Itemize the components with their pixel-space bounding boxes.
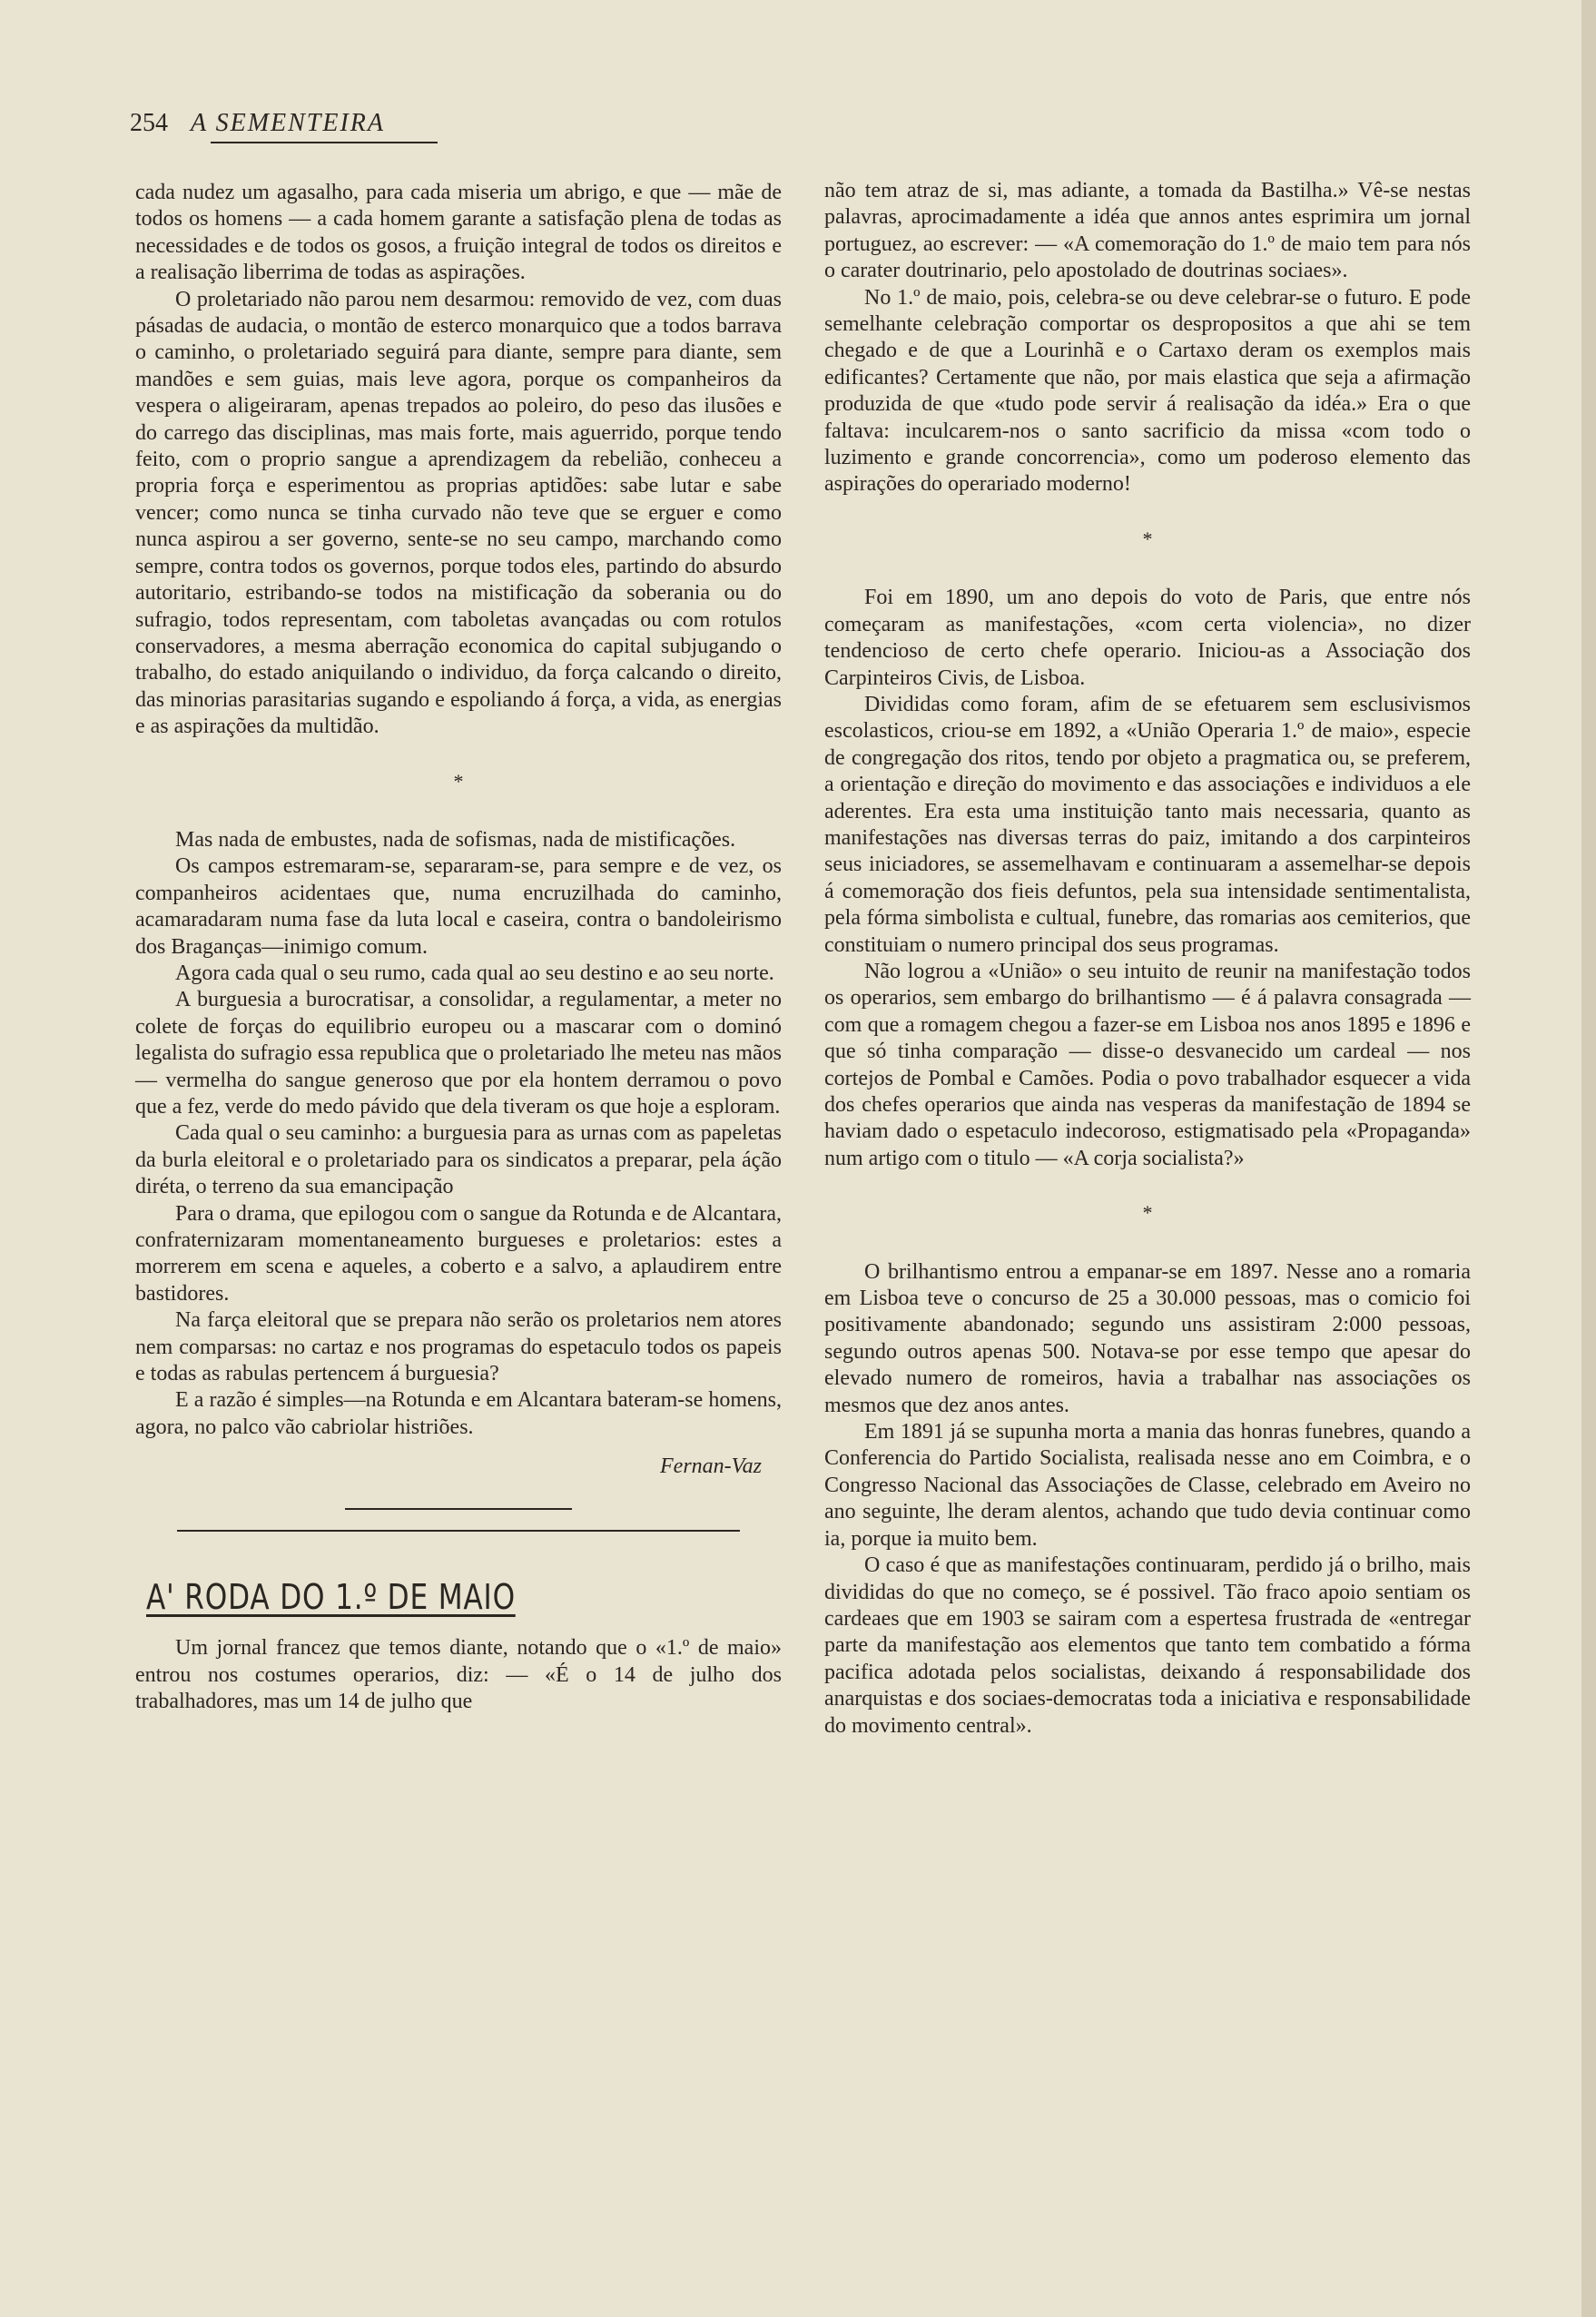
paragraph: No 1.º de maio, pois, celebra-se ou deve celebrar-se o futuro. E pode semelhante celebração comportar os despropositos a que ahi se tem chegado e de que a Lourinhã e o Cartaxo deram os exemplos mais edificantes? Certamente que não, por mais elastica que seja a afirmação produzida de que «tudo pode servir á realisação da idéa.» Era o que faltava: inculcarem-nos o santo sacrificio da missa «com todo o luzimento e grande concorrencia», como um poderoso elemento das aspirações do operariado moderno! [824,285,1471,497]
page-edge [1581,0,1596,2317]
paragraph: Os campos estremaram-se, separaram-se, para sempre e de vez, os companheiros acidentaes que, numa encruzilhada do caminho, acamaradaram numa fase da luta local e caseira, contra o bandoleirismo dos Braganças—inimigo comum. [135,854,782,959]
paragraph: não tem atraz de si, mas adiante, a tomada da Bastilha.» Vê-se nestas palavras, aprocimadamente a idéa que annos antes esprimira um jornal portuguez, ao escrever: — «A comemoração do 1.º de maio tem para nós o carater doutrinario, pelo apostolado de doutrinas sociaes». [824,179,1471,283]
paragraph: Para o drama, que epilogou com o sangue da Rotunda e de Alcantara, confraternizaram momentaneamento burgueses e proletarios: estes a morrerem em scena e aqueles, a coberto e a salvo, a aplaudirem entre bastidores. [135,1201,782,1306]
page-number: 254 [130,109,168,137]
paragraph: A burguesia a burocratisar, a consolidar, a regulamentar, a meter no colete de forças do equilibrio europeu ou a mascarar com o dominó legalista do sufragio essa republica que o proletariado lhe meteu nas mãos — vermelha do sangue generoso que por ela hontem derramou o povo que a fez, verde do medo pávido que dela tiveram os que hoje a esploram. [135,988,782,1119]
paragraph: Foi em 1890, um ano depois do voto de Paris, que entre nós começaram as manifestações, «com certa violencia», no dizer tendencioso de certo chefe operario. Iniciou-as a Associação dos Carpinteiros Civis, de Lisboa. [824,586,1471,690]
page-header [130,109,385,138]
paragraph: Um jornal francez que temos diante, notando que o «1.º de maio» entrou nos costumes operarios, diz: — «É o 14 de julho dos trabalhadores, mas um 14 de julho que [135,1636,782,1713]
paragraph: Agora cada qual o seu rumo, cada qual ao seu destino e ao seu norte. [175,961,774,985]
right-column [824,178,1471,1740]
section-rule [135,1530,782,1532]
paragraph: Cada qual o seu caminho: a burguesia para as urnas com as papeletas da burla eleitoral e o proletariado para os sindicatos a preparar, pela áção diréta, o terreno da sua emancipação [135,1121,782,1199]
section-title: A' RODA DO 1.º DE MAIO [146,1576,516,1617]
publication-title: A SEMENTEIRA [191,109,386,137]
paragraph: Não logrou a «União» o seu intuito de reunir na manifestação todos os operarios, sem embargo do brilhantismo — é á palavra consagrada — com que a romagem chegou a fazer-se em Lisboa nos anos 1895 e 1896 e que só tinha comparação — disse-o desvanecido um cardeal — nos cortejos de Pombal e Camões. Podia o povo trabalhador esquecer a vida dos chefes operarios que ainda nas vesperas da manifestação de 1894 se haviam dado o espetaculo indecoroso, estigmatisado pela «Propaganda» num artigo com o titulo — «A corja socialista?» [824,959,1471,1170]
section-divider-star: * [1142,527,1153,550]
paragraph: O proletariado não parou nem desarmou: removido de vez, com duas pásadas de audacia, o montão de esterco monarquico que a todos barrava o caminho, o proletariado seguirá para diante, sempre para diante, sem mandões e sem guias, mais leve agora, porque os companheiros da vespera o aligeiraram, apenas trepados ao poleiro, do peso das ilusões e do carrego das disciplinas, mas mais forte, mais aguerrido, porque tendo feito, com o proprio sangue a aprendizagem da rebelião, conheceu a propria força e esperimentou as proprias aptidões: sabe lutar e sabe vencer; como nunca se tinha curvado não teve que se erguer e como nunca aspirou a ser governo, sente-se no seu campo, marchando como sempre, contra todos os governos, porque todos eles, partindo do absurdo autoritario, estribando-se todos na mistificação da soberania ou do sufragio, todos representam, com taboletas avançadas ou com rotulos conservadores, a mesma aberração economica do capital subjugando o trabalho, do estado aniquilando o individuo, da força calcando o direito, das minorias parasitarias sugando e espoliando á força, a vida, as energias e as aspirações da multidão. [135,287,782,739]
section-divider-star: * [1142,1201,1153,1225]
section-divider-star: * [453,769,464,793]
paragraph: Divididas como foram, afim de se efetuarem sem esclusivismos escolasticos, criou-se em 1892, a «União Operaria 1.º de maio», especie de congregação dos ritos, tendo por objeto a pragmatica ou, se preferem, a orientação e direção do movimento e das associações e individuos a ele aderentes. Era esta uma instituição tanto mais necessaria, quanto as manifestações nas diversas terras do paiz, imitando a dos carpinteiros seus iniciadores, se assemelhavam e continuaram a assemelhar-se depois á comemoração dos fieis defuntos, pela sua intensidade sentimentalista, pela fórma simbolista e cultual, funebre, das romarias aos cemiterios, que constituiam o numero principal dos seus programas. [824,692,1471,957]
short-rule [345,1508,572,1510]
author-signature: Fernan-Vaz [660,1454,762,1479]
paragraph: Em 1891 já se supunha morta a mania das honras funebres, quando a Conferencia do Partido Socialista, realisada nesse ano em Coimbra, e o Congresso Nacional das Associações de Classe, celebrado em Aveiro no ano seguinte, lhe deram alentos, achando que tudo devia continuar como ia, porque ia muito bem. [824,1420,1471,1551]
paragraph: cada nudez um agasalho, para cada miseria um abrigo, e que — mãe de todos os homens — a cada homem garante a satisfação plena de todas as necessidades e de todos os gosos, a fruição integral de todos os direitos e a realisação liberrima de todas as aspirações. [135,181,782,285]
left-column [135,180,782,1715]
header-rule [211,142,438,143]
paragraph: Mas nada de embustes, nada de sofismas, nada de mistificações. [175,827,736,852]
paragraph: E a razão é simples—na Rotunda e em Alcantara bateram-se homens, agora, no palco vão cabriolar histriões. [135,1388,782,1439]
paragraph: Na farça eleitoral que se prepara não serão os proletarios nem atores nem comparsas: no cartaz e nos programas do espetaculo todos os papeis e todas as rabulas pertencem á burguesia? [135,1308,782,1386]
paragraph: O brilhantismo entrou a empanar-se em 1897. Nesse ano a romaria em Lisboa teve o concurso de 25 a 30.000 pessoas, mas o comicio foi positivamente abandonado; segundo uns assistiram 2:000 pessoas, segundo outros apenas 500. Notava-se por esse tempo que apesar do elevado numero de romeiros, havia a trabalhar nas associações os mesmos que dez anos antes. [824,1259,1471,1417]
paragraph: O caso é que as manifestações continuaram, perdido já o brilho, mais divididas do que no começo, se é possivel. Tão fraco apoio sentiam os cardeaes que em 1903 se sairam com a espertesa frustrada de «entregar parte da manifestação aos elementos que tanto tem combatido a fórma pacifica adotada pelos socialistas, deixando á responsabilidade dos anarquistas e dos sociaes-democratas toda a iniciativa e responsabilidade do movimento central». [824,1553,1471,1738]
